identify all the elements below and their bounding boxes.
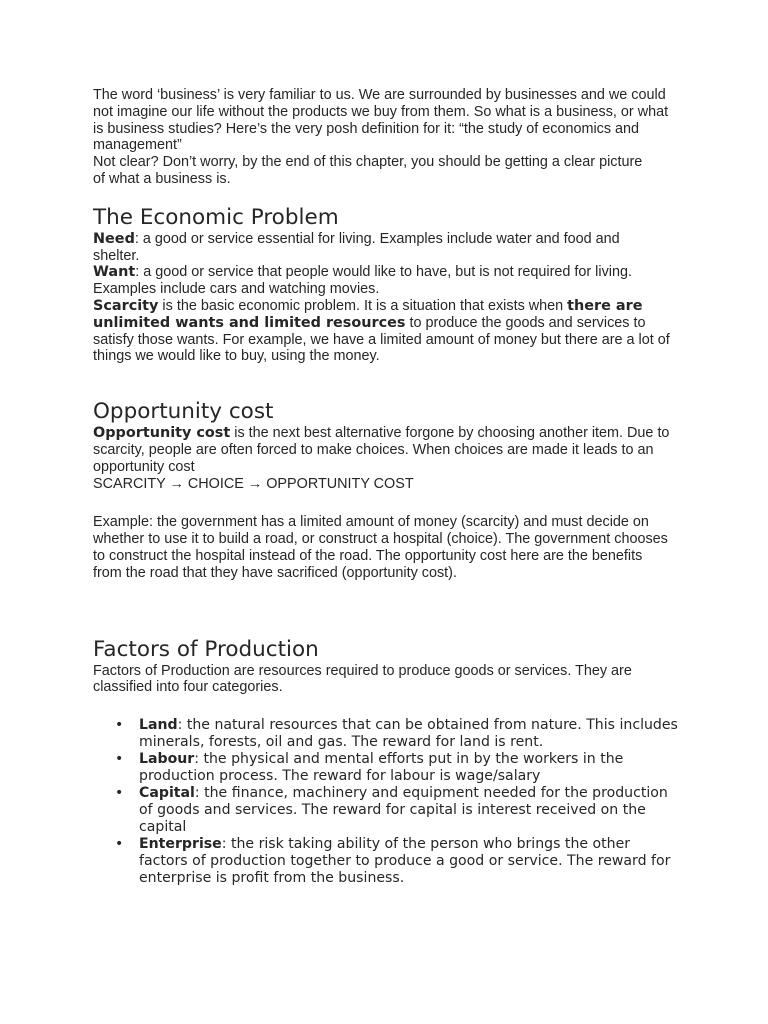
factors-intro: Factors of Production are resources required to produce goods or services. They are classified into four categories. — [93, 662, 632, 696]
bullet-icon: • — [115, 836, 124, 853]
intro-paragraph: The word ‘business’ is very familiar to us. We are surrounded by businesses and we could not imagine our life without the products we buy from them. So what is a business, or what is business studies? Here’s the very posh definition for it: “the study of economics and management” — [93, 87, 669, 154]
factors-list — [93, 717, 679, 887]
scarcity-term: Scarcity — [93, 297, 159, 314]
opportunity-cost-definition — [93, 425, 673, 475]
section-heading-economic-problem: The Economic Problem — [93, 204, 339, 230]
opportunity-cost-text: is the next best alternative forgone by choosing another item. Due to scarcity, people are often forced to make choices. When choices are made it leads to an opportunity cost — [93, 425, 670, 475]
scarcity-text-2: to produce the goods and services to satisfy those wants. For example, we have a limited amount of money but there are a lot of things we would like to buy, using the money. — [93, 314, 670, 365]
list-item-capital — [93, 785, 679, 836]
list-item-enterprise — [93, 836, 679, 887]
intro-paragraph-2: Not clear? Don’t worry, by the end of this chapter, you should be getting a clear picture of what a business is. — [93, 154, 643, 187]
want-text: : a good or service that people would like to have, but is not required for living. Examples include cars and watching movies. — [93, 264, 632, 298]
bullet-icon: • — [115, 717, 124, 734]
factor-text: : the finance, machinery and equipment needed for the production of goods and services. The reward for capital is interest received on the capital — [139, 785, 668, 836]
want-definition — [93, 264, 678, 298]
list-item-land — [93, 717, 679, 751]
factor-text: : the physical and mental efforts put in by the workers in the production process. The reward for labour is wage/salary — [139, 751, 624, 785]
opportunity-cost-term: Opportunity cost — [93, 425, 231, 442]
factor-term: Capital — [139, 785, 195, 802]
need-text: : a good or service essential for living. Examples include water and food and shelter. — [93, 230, 620, 264]
document-page — [93, 87, 683, 887]
scarcity-text-1: is the basic economic problem. It is a situation that exists when — [158, 297, 568, 314]
want-term: Want — [93, 264, 136, 281]
factor-text: : the natural resources that can be obtained from nature. This includes minerals, forests, oil and gas. The reward for land is rent. — [139, 717, 678, 751]
factor-term: Land — [139, 717, 178, 734]
scarcity-definition — [93, 298, 678, 365]
need-definition — [93, 231, 669, 265]
factor-term: Labour — [139, 751, 195, 768]
section-heading-factors-of-production: Factors of Production — [93, 636, 319, 662]
factor-text: : the risk taking ability of the person who brings the other factors of production together to produce a good or service. The reward for enterprise is profit from the business. — [139, 836, 671, 887]
scarcity-emphasis: there are unlimited wants and limited resources — [93, 297, 643, 331]
bullet-icon: • — [115, 751, 124, 768]
opportunity-cost-flow: SCARCITY → CHOICE → OPPORTUNITY COST — [93, 475, 414, 492]
bullet-icon: • — [115, 785, 124, 802]
list-item-labour — [93, 751, 679, 785]
factor-term: Enterprise — [139, 836, 222, 853]
section-heading-opportunity-cost: Opportunity cost — [93, 399, 274, 425]
opportunity-cost-example: Example: the government has a limited amount of money (scarcity) and must decide on whether to use it to build a road, or construct a hospital (choice). The government chooses to construct the hospital instead of the road. The opportunity cost here are the benefits from the road that they have sacrificed (opportunity cost). — [93, 514, 668, 581]
need-term: Need — [93, 230, 135, 247]
